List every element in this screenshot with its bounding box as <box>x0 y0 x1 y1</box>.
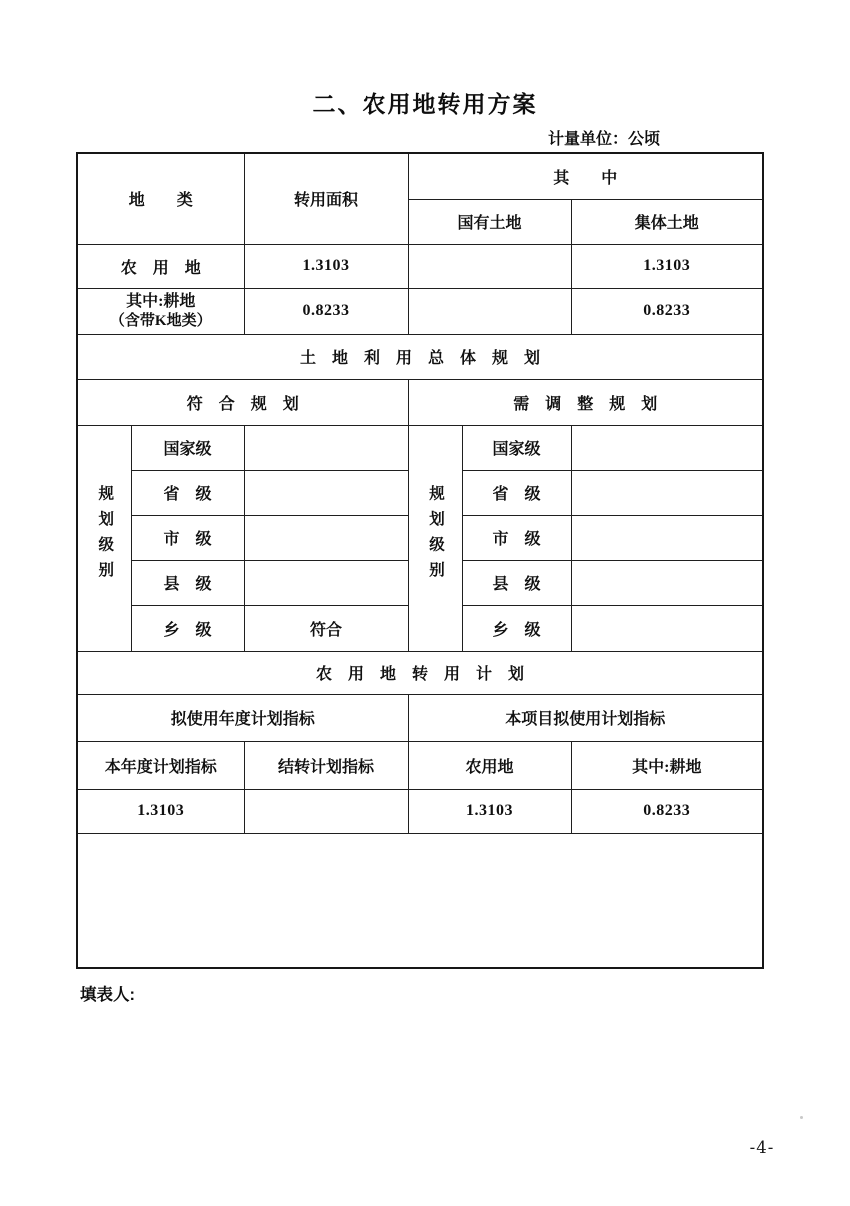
measurement-unit-note: 计量单位：公顷 <box>548 131 661 148</box>
header-current-year-indicator: 本年度计划指标 <box>77 741 244 789</box>
adjust-value-national <box>571 425 763 470</box>
header-of-which: 其 中 <box>408 153 763 199</box>
comply-value-national <box>244 425 408 470</box>
adjust-value-township <box>571 605 763 651</box>
row-agri-land-label: 农 用 地 <box>77 244 244 288</box>
cultivated-land-label-line2: （含带K地类） <box>109 312 212 329</box>
section-conversion-plan-title: 农 用 地 转 用 计 划 <box>77 651 763 694</box>
comply-level-axis <box>77 425 131 651</box>
comply-level-county: 县 级 <box>131 560 244 605</box>
header-conversion-area: 转用面积 <box>244 153 408 244</box>
header-carryover-indicator: 结转计划指标 <box>244 741 408 789</box>
comply-level-national: 国家级 <box>131 425 244 470</box>
comply-level-township: 乡 级 <box>131 605 244 651</box>
comply-level-province: 省 级 <box>131 470 244 515</box>
adjust-level-axis <box>408 425 462 651</box>
cultivated-land-collective: 0.8233 <box>571 288 763 334</box>
adjust-value-county <box>571 560 763 605</box>
remarks-empty-cell <box>77 833 763 968</box>
cultivated-land-state-owned <box>408 288 571 334</box>
cultivated-land-label-line1: 其中:耕地 <box>126 292 196 310</box>
cultivated-land-conversion-area: 0.8233 <box>244 288 408 334</box>
comply-value-township: 符合 <box>244 605 408 651</box>
adjust-level-county: 县 级 <box>462 560 571 605</box>
comply-level-city: 市 级 <box>131 515 244 560</box>
comply-value-city <box>244 515 408 560</box>
adjust-level-province: 省 级 <box>462 470 571 515</box>
value-current-year-indicator: 1.3103 <box>77 789 244 833</box>
comply-plan-header: 符 合 规 划 <box>77 379 408 425</box>
header-state-owned-land: 国有土地 <box>408 199 571 244</box>
value-plan-cultivated-land: 0.8233 <box>571 789 763 833</box>
value-plan-agri-land: 1.3103 <box>408 789 571 833</box>
scan-speck-artifact <box>800 1116 803 1119</box>
land-conversion-table <box>76 152 764 969</box>
header-land-type: 地 类 <box>77 153 244 244</box>
adjust-level-national: 国家级 <box>462 425 571 470</box>
value-carryover-indicator <box>244 789 408 833</box>
page-title: 二、农用地转用方案 <box>312 91 538 117</box>
page-number: -4- <box>749 1138 775 1157</box>
comply-level-axis-label: 规划级别 <box>96 484 114 587</box>
annual-indicator-group-header: 拟使用年度计划指标 <box>77 694 408 741</box>
form-filler-label: 填表人: <box>80 986 135 1004</box>
adjust-level-axis-label: 规划级别 <box>427 484 445 587</box>
agri-land-collective: 1.3103 <box>571 244 763 288</box>
adjust-value-province <box>571 470 763 515</box>
adjust-value-city <box>571 515 763 560</box>
comply-value-province <box>244 470 408 515</box>
project-indicator-group-header: 本项目拟使用计划指标 <box>408 694 763 741</box>
agri-land-state-owned <box>408 244 571 288</box>
header-plan-agri-land: 农用地 <box>408 741 571 789</box>
section-overall-plan-title: 土 地 利 用 总 体 规 划 <box>77 334 763 379</box>
adjust-level-city: 市 级 <box>462 515 571 560</box>
row-cultivated-land-label <box>77 288 244 334</box>
adjust-level-township: 乡 级 <box>462 605 571 651</box>
header-collective-land: 集体土地 <box>571 199 763 244</box>
comply-value-county <box>244 560 408 605</box>
agri-land-conversion-area: 1.3103 <box>244 244 408 288</box>
header-plan-cultivated-land: 其中:耕地 <box>571 741 763 789</box>
adjust-plan-header: 需 调 整 规 划 <box>408 379 763 425</box>
